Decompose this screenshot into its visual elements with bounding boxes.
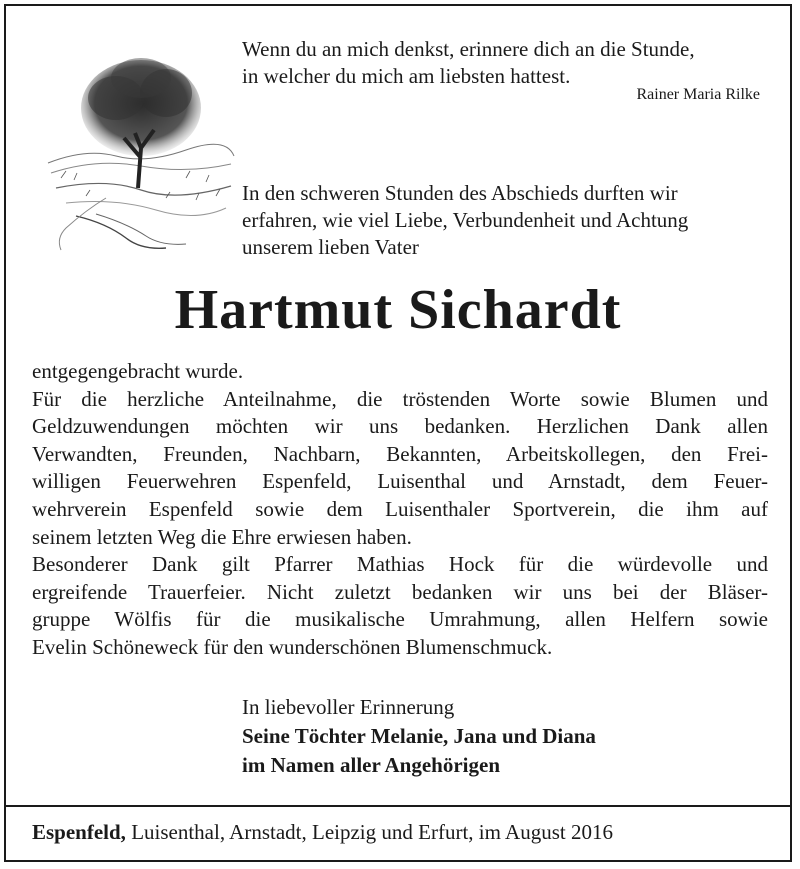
body-line: gruppe Wölfis für die musikalische Umrahmung, allen Helfern sowie bbox=[32, 607, 768, 632]
body-line: seinem letzten Weg die Ehre erwiesen haben. bbox=[32, 524, 412, 549]
quote-author: Rainer Maria Rilke bbox=[636, 86, 760, 103]
body-line: willigen Feuerwehren Espenfeld, Luisenthal und Arnstadt, dem Feuer- bbox=[32, 469, 768, 494]
obituary-card bbox=[4, 4, 792, 862]
body-line: Besonderer Dank gilt Pfarrer Mathias Hock für die würdevolle und bbox=[32, 552, 768, 577]
footer-divider bbox=[6, 805, 790, 807]
body-line: Evelin Schöneweck für den wunderschönen Blumenschmuck. bbox=[32, 634, 553, 659]
body-line: Geldzuwendungen möchten wir uns bedanken. Herzlichen Dank allen bbox=[32, 414, 768, 439]
signature-block bbox=[242, 693, 596, 780]
footer-places bbox=[32, 820, 613, 845]
sign-daughters: Seine Töchter Melanie, Jana und Diana bbox=[242, 724, 596, 748]
body-line: Für die herzliche Anteilnahme, die tröstenden Worte sowie Blumen und bbox=[32, 386, 768, 411]
intro-text bbox=[242, 180, 782, 261]
intro-line: erfahren, wie viel Liebe, Verbundenheit und Achtung bbox=[242, 208, 689, 232]
quote-line: Wenn du an mich denkst, erinnere dich an die Stunde, bbox=[242, 37, 695, 61]
thanks-body bbox=[32, 358, 768, 662]
sign-greeting: In liebevoller Erinnerung bbox=[242, 695, 455, 719]
tree-landscape-icon bbox=[46, 38, 236, 253]
body-line: ergreifende Trauerfeier. Nicht zuletzt bedanken wir uns bei der Bläser- bbox=[32, 579, 768, 604]
rilke-quote bbox=[242, 36, 772, 90]
footer-place-rest: Luisenthal, Arnstadt, Leipzig und Erfurt, im August 2016 bbox=[125, 820, 613, 844]
footer-place-bold: Espenfeld, bbox=[32, 820, 126, 844]
deceased-name: Hartmut Sichardt bbox=[174, 279, 622, 341]
intro-line: In den schweren Stunden des Abschieds durften wir bbox=[242, 181, 678, 205]
body-line: Verwandten, Freunden, Nachbarn, Bekannten, Arbeitskollegen, den Frei- bbox=[32, 441, 768, 466]
quote-line: in welcher du mich am liebsten hattest. bbox=[242, 64, 571, 88]
body-line: entgegengebracht wurde. bbox=[32, 359, 244, 383]
body-line: wehrverein Espenfeld sowie dem Luisenthaler Sportverein, die ihm auf bbox=[32, 496, 768, 521]
intro-line: unserem lieben Vater bbox=[242, 235, 419, 259]
sign-relatives: im Namen aller Angehörigen bbox=[242, 753, 501, 777]
